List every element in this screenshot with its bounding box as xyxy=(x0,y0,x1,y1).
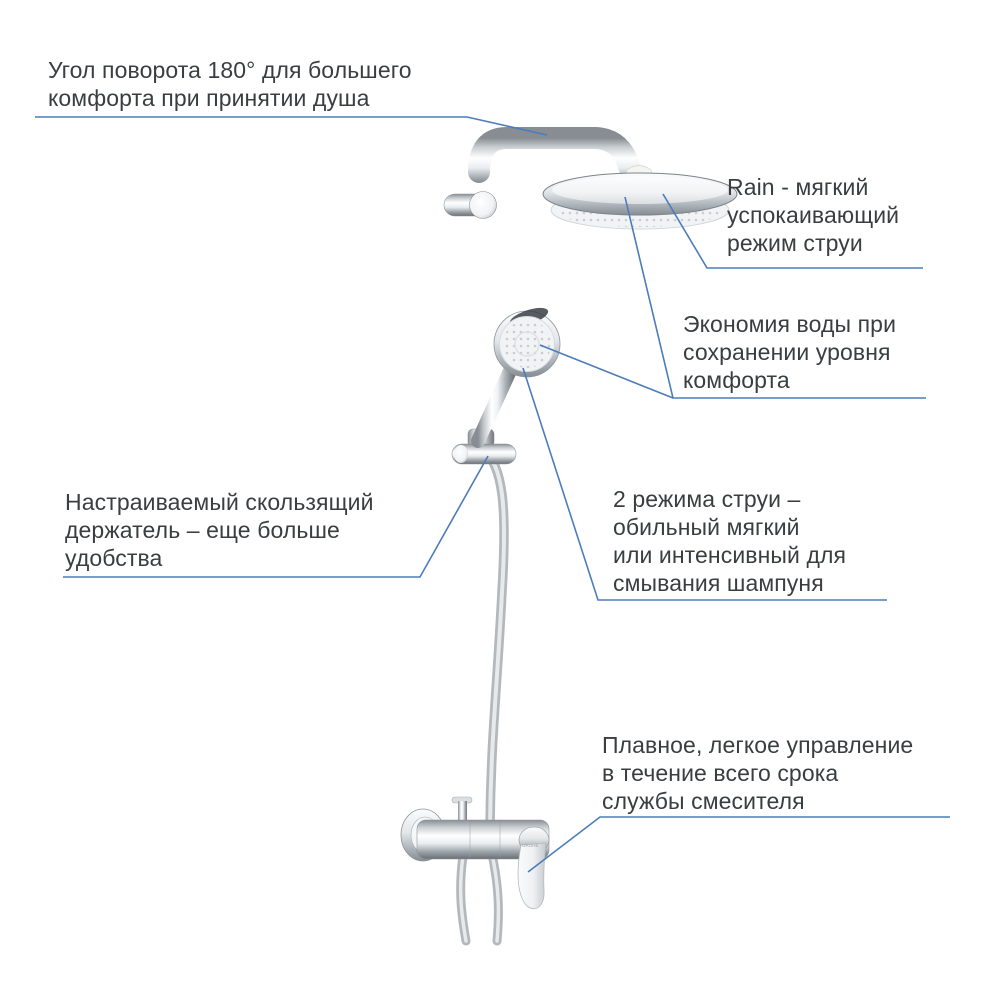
annotation-line: 2 режима струи – xyxy=(613,486,801,512)
leader-swivel-angle xyxy=(35,117,547,135)
annotation-line: в течение всего срока xyxy=(602,760,839,786)
brand-mark: GROHE xyxy=(522,843,539,848)
hand-shower-nozzles xyxy=(503,320,551,368)
hose-tails xyxy=(461,854,499,941)
annotation-line: сохранении уровня xyxy=(683,339,891,365)
wall-bracket xyxy=(444,192,497,219)
annotation-line: успокаивающий xyxy=(727,202,900,228)
annotation-line: службы смесителя xyxy=(602,788,805,814)
annotation-rain-spray xyxy=(727,173,899,257)
mixer-lever xyxy=(518,843,546,909)
annotation-line: Плавное, легкое управление xyxy=(602,732,914,758)
annotation-line: обильный мягкий xyxy=(613,514,800,540)
annotation-line: держатель – еще больше xyxy=(65,517,340,543)
annotation-line: Экономия воды при xyxy=(683,311,897,337)
annotation-line: Угол поворота 180° для большего xyxy=(48,57,412,83)
hand-shower xyxy=(478,304,560,441)
annotation-line: комфорта xyxy=(683,367,790,393)
annotation-two-spray-modes xyxy=(613,485,846,597)
holder-end-cap xyxy=(454,445,468,463)
annotation-water-saving xyxy=(683,310,896,394)
leader-water-saving-handshower xyxy=(540,345,673,398)
head-rim-highlight xyxy=(552,176,728,204)
annotation-line: комфорта при принятии душа xyxy=(48,85,370,111)
annotation-line: Настраиваемый скользящий xyxy=(65,489,374,515)
leader-smooth-control xyxy=(528,817,950,872)
annotation-smooth-control xyxy=(602,731,913,815)
annotation-line: или интенсивный для xyxy=(613,542,847,568)
annotation-line: удобства xyxy=(65,545,163,571)
head-shower xyxy=(543,166,737,230)
annotation-line: режим струи xyxy=(727,230,863,256)
annotation-line: Rain - мягкий xyxy=(727,174,869,200)
annotation-swivel-angle xyxy=(48,56,412,112)
annotation-sliding-holder xyxy=(65,488,374,572)
annotation-line: смывания шампуня xyxy=(613,570,824,596)
bracket-cap xyxy=(470,192,497,219)
